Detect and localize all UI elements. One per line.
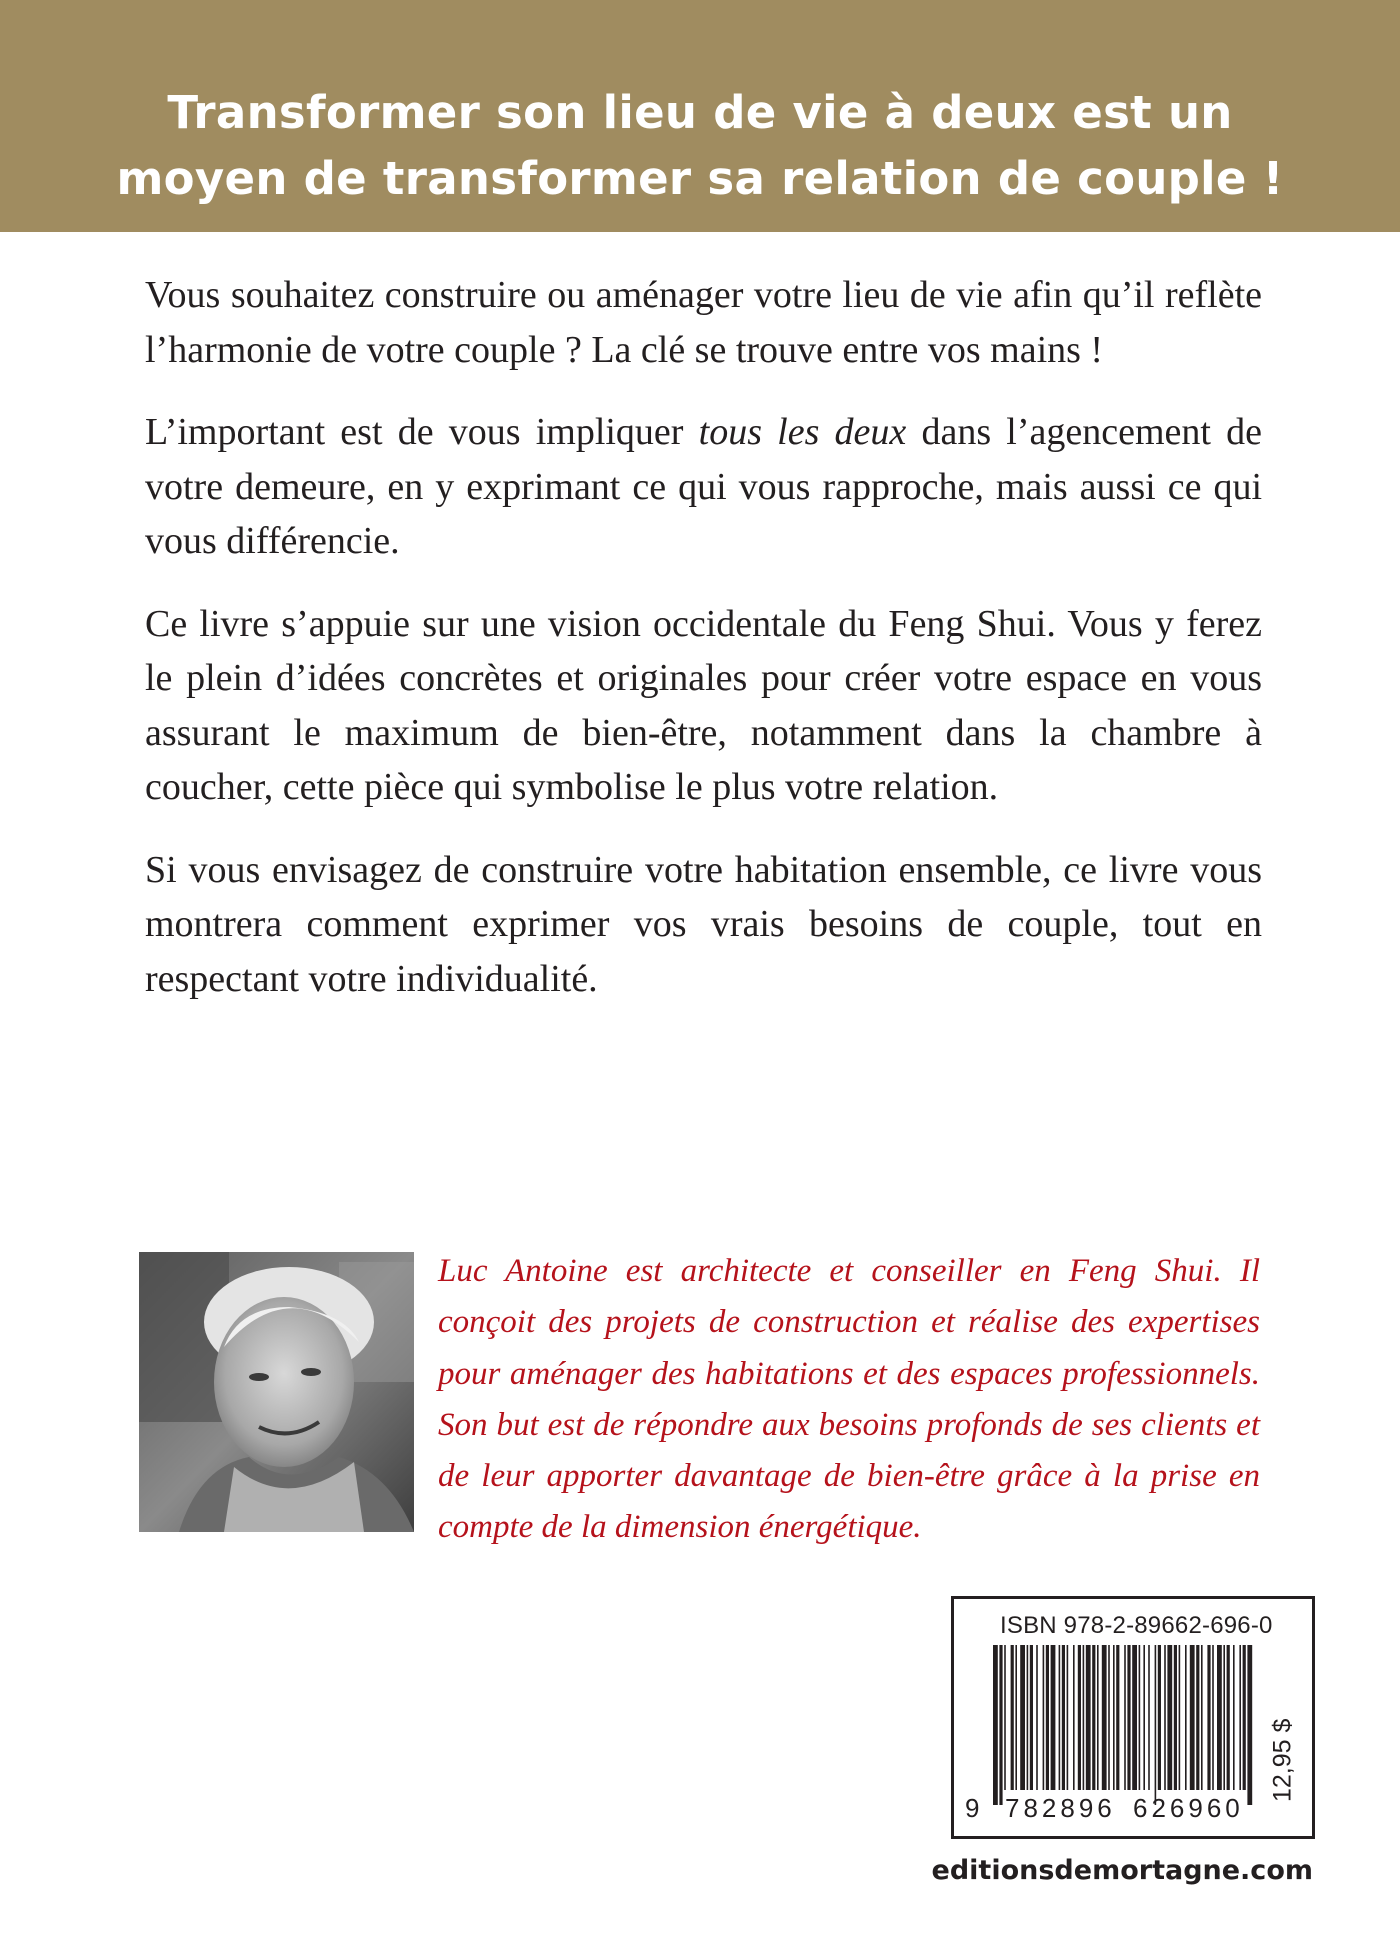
price-label: 12,95 $ [1268, 1718, 1297, 1802]
barcode-digit-prefix: 9 [965, 1793, 980, 1823]
barcode-bar [1086, 1645, 1091, 1790]
author-bio: Luc Antoine est architecte et conseiller en Feng Shui. Il conçoit des projets de construction et réalise des expertises pour aménager des habitations et des espaces professionnels. Son but est de répondre aux besoins profonds de ses clients et de leur apporter davantage de bien-être grâce à la prise en compte de la dimension énergétique. [438, 1253, 1260, 1546]
barcode-bar [1108, 1645, 1110, 1790]
barcode-bar [1164, 1645, 1166, 1790]
barcode-bar [1139, 1645, 1141, 1790]
paragraph-4: Si vous envisagez de construire votre habitation ensemble, ce livre vous montrera comment exprimer vos vrais besoins de couple, tout en respectant votre individualité. [145, 848, 1262, 1000]
barcode [963, 1645, 1253, 1823]
barcode-bar [1015, 1645, 1017, 1790]
barcode-bar [1207, 1645, 1210, 1790]
barcode-digits-right: 626960 [1133, 1793, 1244, 1823]
barcode-bar [1036, 1645, 1038, 1790]
barcode-bar [1116, 1645, 1119, 1790]
isbn-label: ISBN 978-2-89662-696-0 [1000, 1612, 1273, 1639]
tagline-line-1: Transformer son lieu de vie à deux est un [167, 86, 1233, 139]
barcode-bar [1247, 1645, 1252, 1805]
barcode-bar [1233, 1645, 1235, 1790]
barcode-bar [1030, 1645, 1033, 1790]
barcode-bar [1155, 1645, 1157, 1805]
paragraph-2-end: dans l’agencement de votre demeure, en y exprimant ce qui vous rapproche, mais aussi ce qui vous différencie. [145, 411, 1263, 562]
paragraph-1: Vous souhaitez construire ou aménager votre lieu de vie afin qu’il reflète l’harmonie de votre couple ? La clé se trouve entre vos mains ! [145, 274, 1262, 371]
barcode-bar [1092, 1645, 1095, 1790]
barcode-bar [1179, 1645, 1181, 1790]
barcode-bar [1011, 1645, 1014, 1790]
barcode-bar [1158, 1645, 1161, 1790]
barcode-bar [1127, 1645, 1130, 1790]
barcode-digits-left: 782896 [1005, 1793, 1116, 1823]
paragraph-2-start: L’important est de vous impliquer [145, 411, 699, 453]
barcode-bar [1113, 1645, 1115, 1790]
barcode-bar [1132, 1645, 1137, 1790]
barcode-bar [1185, 1645, 1187, 1790]
barcode-bar [1148, 1645, 1150, 1790]
barcode-bar [1167, 1645, 1172, 1790]
barcode-bar [1217, 1645, 1222, 1790]
barcode-bar [1020, 1645, 1025, 1790]
barcode-bar [1227, 1645, 1230, 1790]
barcode-bar [1097, 1645, 1099, 1790]
barcode-bar [1062, 1645, 1065, 1790]
barcode-bar [1243, 1645, 1246, 1790]
description [145, 268, 1262, 1034]
tagline-line-2: moyen de transformer sa relation de couple ! [116, 152, 1284, 205]
barcode-bar [1190, 1645, 1195, 1790]
barcode-bar [1043, 1645, 1045, 1790]
barcode-bar [1004, 1645, 1006, 1790]
publisher-website: editionsdemortagne.com [931, 1855, 1313, 1886]
tagline [60, 80, 1340, 212]
paragraph-2 [145, 405, 1262, 569]
barcode-bar [1078, 1645, 1081, 1790]
barcode-bar [1102, 1645, 1107, 1790]
barcode-bar [1201, 1645, 1203, 1790]
paragraph-3: Ce livre s’appuie sur une vision occidentale du Feng Shui. Vous y ferez le plein d’idées concrètes et originales pour créer votre espace en vous assurant le maximum de bien-être, notamment dans la chambre à coucher, cette pièce qui symbolise le plus votre relation. [145, 602, 1262, 808]
author-photo [139, 1252, 414, 1532]
barcode-bar [1073, 1645, 1075, 1790]
barcode-bar [1027, 1645, 1029, 1790]
barcode-bar [1143, 1645, 1145, 1790]
barcode-bar [1124, 1645, 1126, 1790]
barcode-bar [1059, 1645, 1061, 1790]
header-banner [0, 0, 1400, 232]
barcode-bar [1067, 1645, 1069, 1790]
barcode-bar [999, 1645, 1002, 1805]
barcode-bar [1174, 1645, 1177, 1790]
barcode-bar [993, 1645, 998, 1805]
barcode-bar [1051, 1645, 1056, 1790]
paragraph-2-emphasis: tous les deux [698, 411, 907, 453]
barcode-bar [1196, 1645, 1199, 1790]
barcode-bar [1212, 1645, 1214, 1790]
barcode-bar [1083, 1645, 1085, 1790]
barcode-bar [1223, 1645, 1225, 1790]
barcode-bar [1046, 1645, 1049, 1790]
barcode-bar [1239, 1645, 1241, 1790]
